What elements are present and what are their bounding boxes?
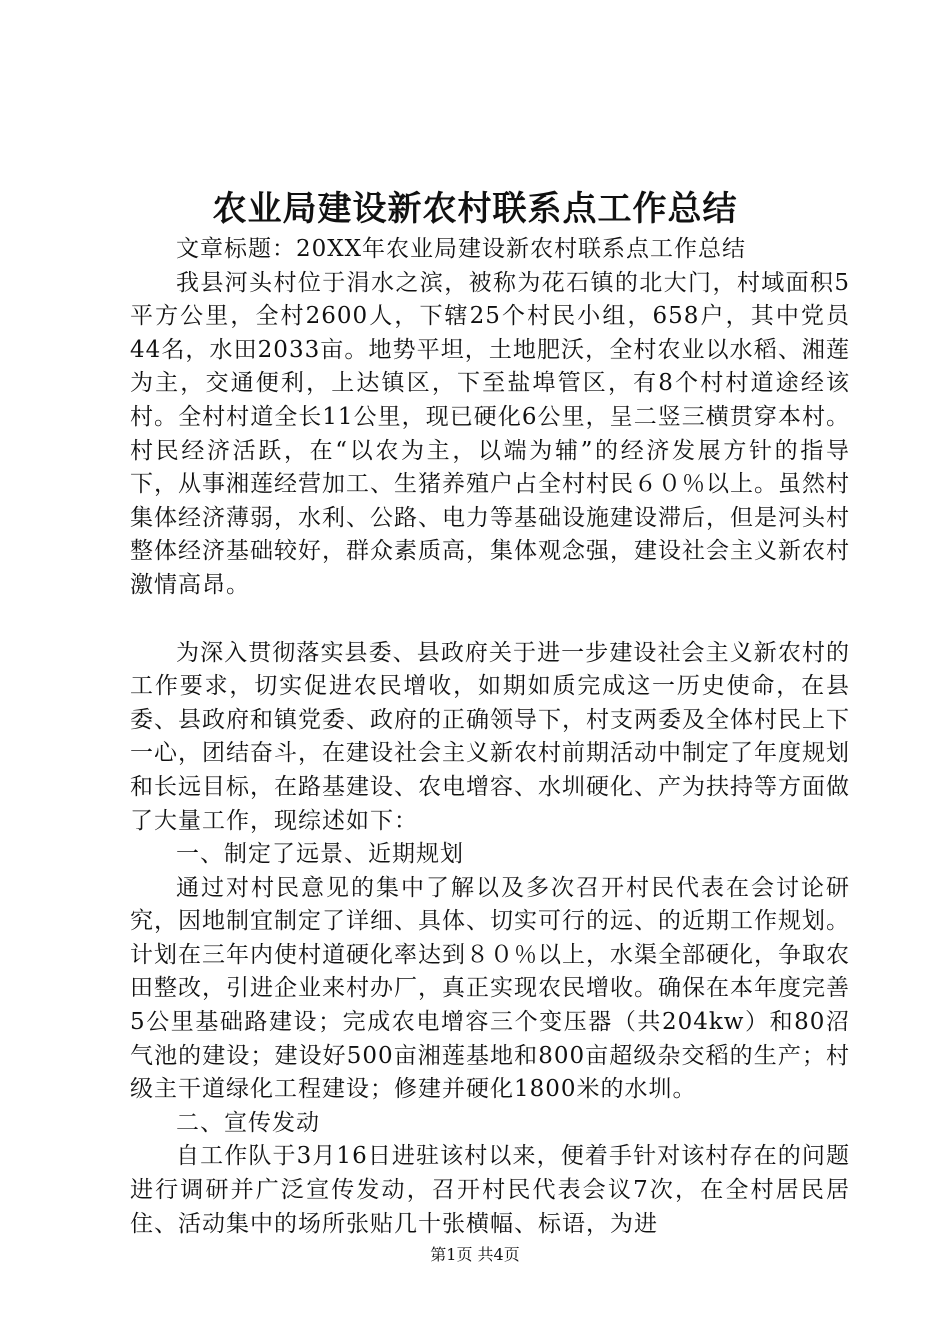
article-title-line: 文章标题：20XX年农业局建设新农村联系点工作总结 bbox=[176, 236, 747, 262]
paragraph-publicity: 自工作队于3月16日进驻该村以来，便着手针对该村存在的问题进行调研并广泛宣传发动，召开村民代表会议7次，在全村居民居住、活动集中的场所张贴几十张横幅、标语，为进 bbox=[130, 1143, 850, 1237]
document-body bbox=[130, 233, 850, 1241]
paragraph-planning: 通过对村民意见的集中了解以及多次召开村民代表在会讨论研究，因地制宜制定了详细、具体、切实可行的远、的近期工作规划。计划在三年内使村道硬化率达到８０％以上，水渠全部硬化，争取农田整改，引进企业来村办厂，真正实现农民增收。确保在本年度完善5公里基础路建设；完成农电增容三个变压器（共204kw）和80沼气池的建设；建设好500亩湘莲基地和800亩超级杂交稻的生产；村级主干道绿化工程建设；修建并硬化1800米的水圳。 bbox=[130, 874, 850, 1103]
paragraph-work-summary-intro: 为深入贯彻落实县委、县政府关于进一步建设社会主义新农村的工作要求，切实促进农民增收，如期如质完成这一历史使命，在县委、县政府和镇党委、政府的正确领导下，村支两委及全体村民上下一心，团结奋斗，在建设社会主义新农村前期活动中制定了年度规划和长远目标，在路基建设、农电增容、水圳硬化、产为扶持等方面做了大量工作，现综述如下： bbox=[130, 639, 850, 834]
document-title: 农业局建设新农村联系点工作总结 bbox=[212, 189, 738, 229]
section-heading-publicity: 二、宣传发动 bbox=[176, 1109, 320, 1136]
paragraph-village-overview: 我县河头村位于涓水之滨，被称为花石镇的北大门，村域面积5平方公里，全村2600人，下辖25个村民小组，658户，其中党员44名，水田2033亩。地势平坦，土地肥沃，全村农业以水稻、湘莲为主，交通便利，上达镇区，下至盐埠管区，有8个村村道途经该村。全村村道全长11公里，现已硬化6公里，呈二竖三横贯穿本村。村民经济活跃，在“以农为主，以端为辅”的经济发展方针的指导下，从事湘莲经营加工、生猪养殖户占全村村民６０％以上。虽然村集体经济薄弱，水利、公路、电力等基础设施建设滞后，但是河头村整体经济基础较好，群众素质高，集体观念强，建设社会主义新农村激情高昂。 bbox=[130, 269, 850, 598]
page-footer: 第1页 共4页 bbox=[430, 1245, 520, 1264]
section-heading-planning: 一、制定了远景、近期规划 bbox=[176, 841, 464, 868]
